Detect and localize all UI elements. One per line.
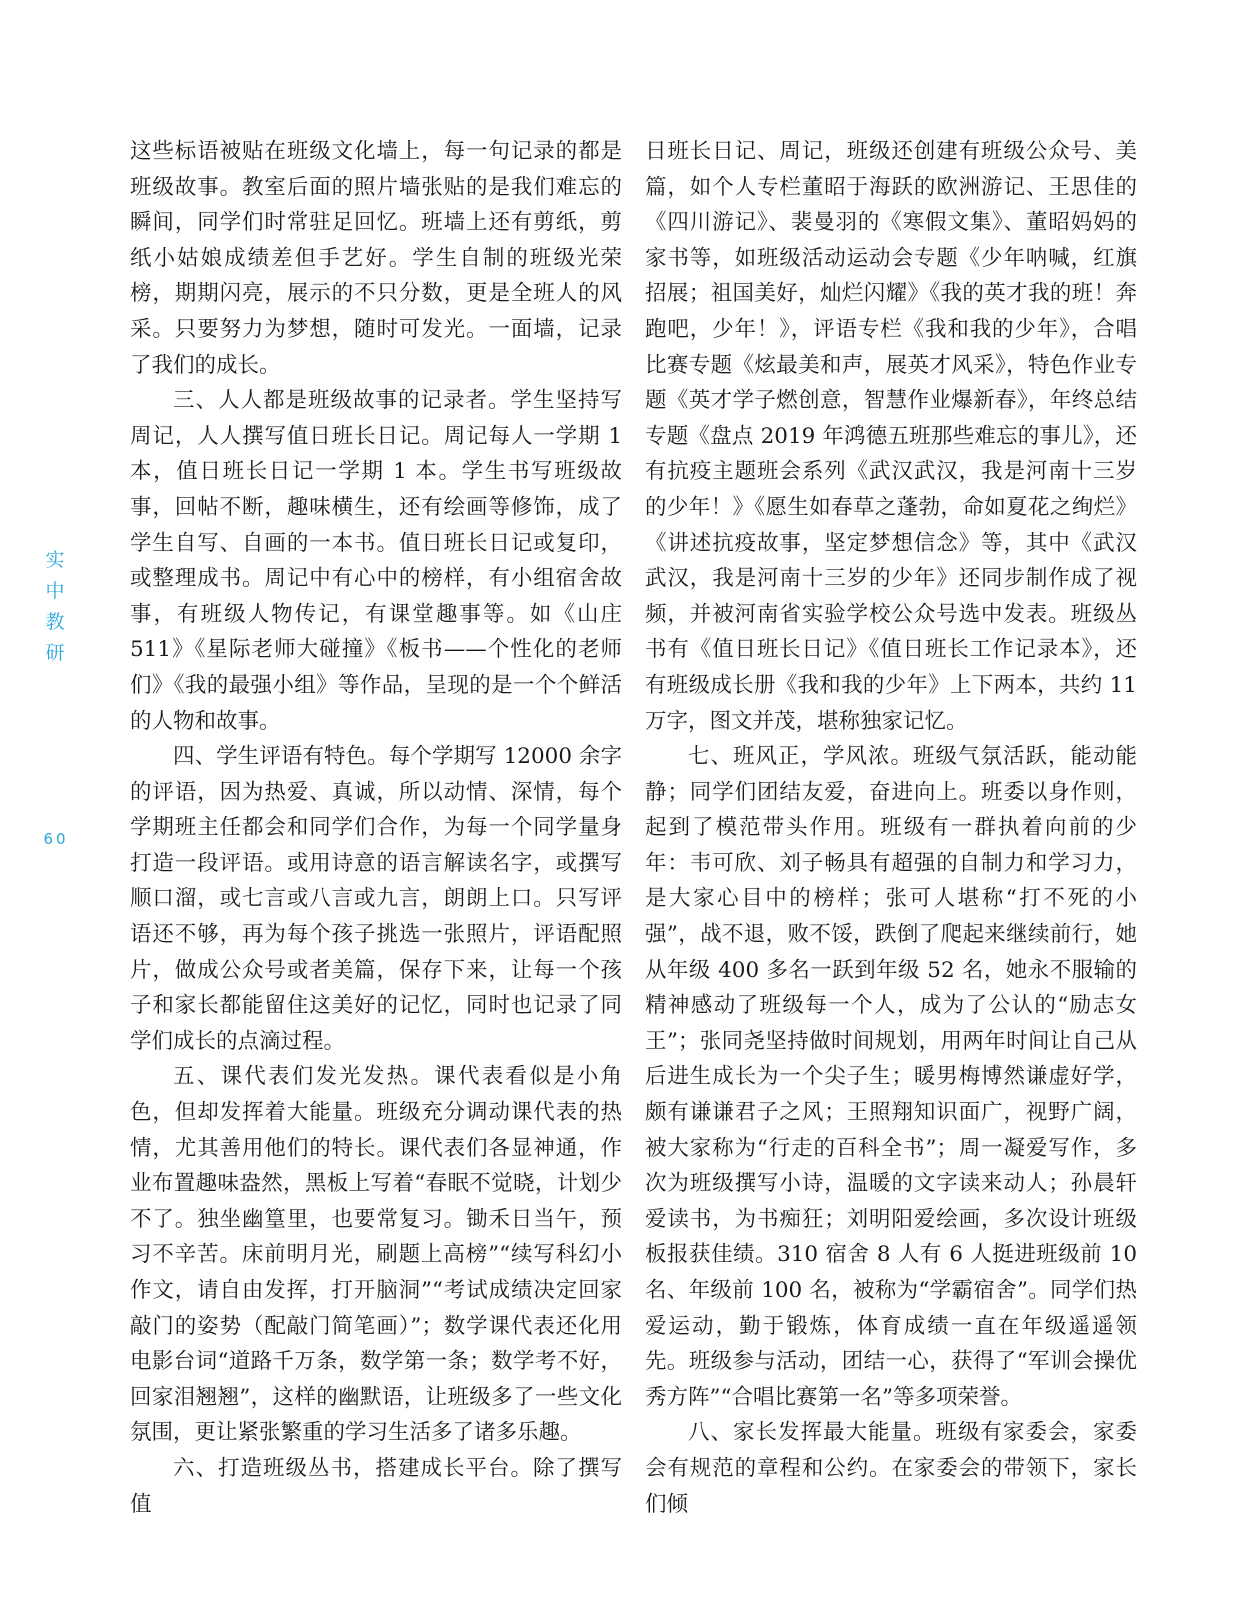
paragraph: 五、课代表们发光发热。课代表看似是小角色，但却发挥着大能量。班级充分调动课代表的热情，尤其善用他们的特长。课代表们各显神通，作业布置趣味盎然，黑板上写着“春眠不觉晓，计划少不了。独坐幽篁里，也要常复习。锄禾日当午，预习不辛苦。床前明月光，刷题上高榜”“续写科幻小作文，请自由发挥，打开脑洞”“考试成绩决定回家敲门的姿势（配敲门简笔画）”；数学课代表还化用电影台词“道路千万条，数学第一条；数学考不好，回家泪翘翘”，这样的幽默语，让班级多了一些文化氛围，更让紧张繁重的学习生活多了诸多乐趣。 — [130, 1064, 622, 1446]
right-text-column — [645, 134, 1137, 1522]
journal-title-char: 教 — [45, 611, 65, 633]
journal-title-char: 研 — [45, 642, 65, 664]
journal-title-char: 实 — [45, 549, 65, 571]
paragraph: 八、家长发挥最大能量。班级有家委会，家委会有规范的章程和公约。在家委会的带领下，家长们倾 — [645, 1420, 1137, 1517]
paragraph-continued: 这些标语被贴在班级文化墙上，每一句记录的都是班级故事。教室后面的照片墙张贴的是我们难忘的瞬间，同学们时常驻足回忆。班墙上还有剪纸，剪纸小姑娘成绩差但手艺好。学生自制的班级光荣榜，期期闪亮，展示的不只分数，更是全班人的风采。只要努力为梦想，随时可发光。一面墙，记录了我们的成长。 — [130, 139, 622, 378]
paragraph: 七、班风正，学风浓。班级气氛活跃，能动能静；同学们团结友爱，奋进向上。班委以身作则，起到了模范带头作用。班级有一群执着向前的少年：韦可欣、刘子畅具有超强的自制力和学习力，是大家心目中的榜样；张可人堪称“打不死的小强”，战不退，败不馁，跌倒了爬起来继续前行，她从年级 400 多名一跃到年级 52 名，她永不服输的精神感动了班级每一个人，成为了公认的“励志女王”；张同尧坚持做时间规划，用两年时间让自己从后进生成长为一个尖子生；暖男梅博然谦虚好学，颇有谦谦君子之风；王照翔知识面广，视野广阔，被大家称为“行走的百科全书”；周一凝爱写作，多次为班级撰写小诗，温暖的文字读来动人；孙晨轩爱读书，为书痴狂；刘明阳爱绘画，多次设计班级板报获佳绩。310 宿舍 8 人有 6 人挺进班级前 10 名、年级前 100 名，被称为“学霸宿舍”。同学们热爱运动，勤于锻炼，体育成绩一直在年级遥遥领先。班级参与活动，团结一心，获得了“军训会操优秀方阵”“合唱比赛第一名”等多项荣誉。 — [645, 744, 1137, 1410]
paragraph-continued: 日班长日记、周记，班级还创建有班级公众号、美篇，如个人专栏董昭于海跃的欧洲游记、王思佳的《四川游记》、裴曼羽的《寒假文集》、董昭妈妈的家书等，如班级活动运动会专题《少年呐喊，红旗招展；祖国美好，灿烂闪耀》《我的英才我的班！奔跑吧，少年！》，评语专栏《我和我的少年》，合唱比赛专题《炫最美和声，展英才风采》，特色作业专题《英才学子燃创意，智慧作业爆新春》，年终总结专题《盘点 2019 年鸿德五班那些难忘的事儿》，还有抗疫主题班会系列《武汉武汉，我是河南十三岁的少年！》《愿生如春草之蓬勃，命如夏花之绚烂》《讲述抗疫故事，坚定梦想信念》等，其中《武汉武汉，我是河南十三岁的少年》还同步制作成了视频，并被河南省实验学校公众号选中发表。班级丛书有《值日班长日记》《值日班长工作记录本》，还有班级成长册《我和我的少年》上下两本，共约 11 万字，图文并茂，堪称独家记忆。 — [645, 139, 1137, 734]
paragraph: 三、人人都是班级故事的记录者。学生坚持写周记，人人撰写值日班长日记。周记每人一学期 1 本，值日班长日记一学期 1 本。学生书写班级故事，回帖不断，趣味横生，还有绘画等修饰，成了学生自写、自画的一本书。值日班长日记或复印，或整理成书。周记中有心中的榜样，有小组宿舍故事，有班级人物传记，有课堂趣事等。如《山庄 511》《星际老师大碰撞》《板书——个性化的老师们》《我的最强小组》等作品，呈现的是一个个鲜活的人物和故事。 — [130, 388, 622, 734]
journal-title-char: 中 — [45, 580, 65, 602]
page-number: 60 — [43, 830, 69, 848]
paragraph: 四、学生评语有特色。每个学期写 12000 余字的评语，因为热爱、真诚，所以动情、深情，每个学期班主任都会和同学们合作，为每一个同学量身打造一段评语。或用诗意的语言解读名字，或撰写顺口溜，或七言或八言或九言，朗朗上口。只写评语还不够，再为每个孩子挑选一张照片，评语配照片，做成公众号或者美篇，保存下来，让每一个孩子和家长都能留住这美好的记忆，同时也记录了同学们成长的点滴过程。 — [130, 744, 622, 1054]
paragraph: 六、打造班级丛书，搭建成长平台。除了撰写值 — [130, 1455, 622, 1517]
left-text-column — [130, 134, 622, 1522]
journal-title-vertical — [44, 545, 66, 669]
